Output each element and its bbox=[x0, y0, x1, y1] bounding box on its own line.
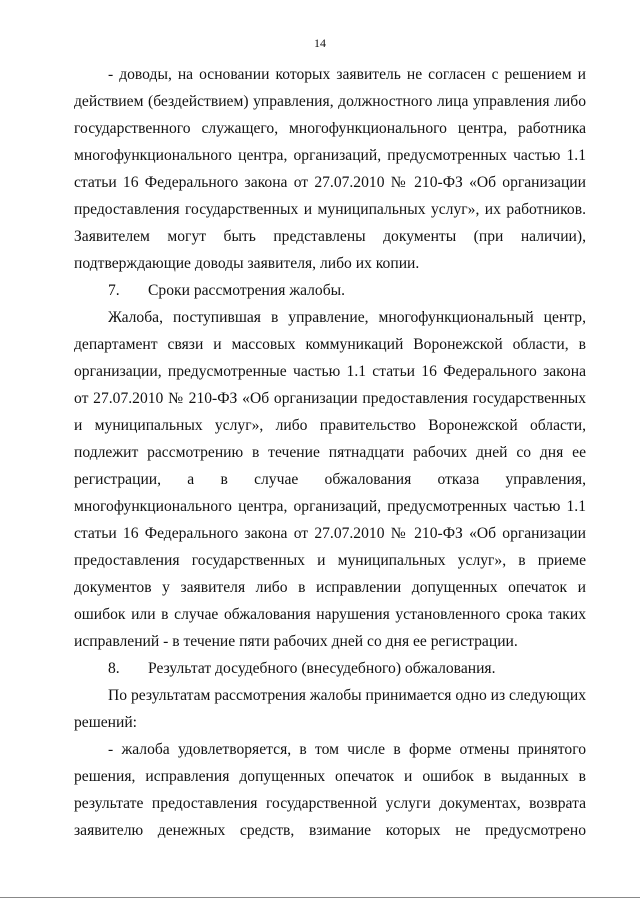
paragraph-review-terms: Жалоба, поступившая в управление, многофункциональный центр, департамент связи и массовых коммуникаций Воронежской области, в организации, предусмотренные частью 1.1 статьи 16 Федерального закона от 27.07.2010 № 210-ФЗ «Об организации предоставления государственных и муниципальных услуг», либо правительство Воронежской области, подлежит рассмотрению в течение пятнадцати рабочих дней со дня ее регистрации, а в случае обжалования отказа управления, многофункционального центра, организаций, предусмотренных частью 1.1 статьи 16 Федерального закона от 27.07.2010 № 210-ФЗ «Об организации предоставления государственных и муниципальных услуг», в приеме документов у заявителя либо в исправлении допущенных опечаток и ошибок или в случае обжалования нарушения установленного срока таких исправлений - в течение пяти рабочих дней со дня ее регистрации. bbox=[74, 309, 586, 650]
page-bottom-edge bbox=[0, 897, 640, 898]
section-heading-8 bbox=[74, 655, 586, 682]
document-body bbox=[74, 61, 586, 844]
section-number-8: 8. bbox=[108, 660, 120, 677]
section-number-7: 7. bbox=[108, 282, 120, 299]
section-title-8: Результат досудебного (внесудебного) обжалования. bbox=[148, 660, 496, 677]
paragraph-complaint-satisfied: - жалоба удовлетворяется, в том числе в форме отмены принятого решения, исправления допущенных опечаток и ошибок в выданных в результате предоставления государственной услуги документах, возврата заявителю денежных средств, взимание которых не предусмотрено bbox=[74, 741, 586, 839]
paragraph-arguments: - доводы, на основании которых заявитель не согласен с решением и действием (бездействием) управления, должностного лица управления либо государственного служащего, многофункционального центра, работника многофункционального центра, организаций, предусмотренных частью 1.1 статьи 16 Федерального закона от 27.07.2010 № 210-ФЗ «Об организации предоставления государственных и муниципальных услуг», их работников. Заявителем могут быть представлены документы (при наличии), подтверждающие доводы заявителя, либо их копии. bbox=[74, 66, 586, 272]
section-title-7: Сроки рассмотрения жалобы. bbox=[148, 282, 346, 299]
section-heading-7 bbox=[74, 277, 586, 304]
paragraph-decisions-intro: По результатам рассмотрения жалобы принимается одно из следующих решений: bbox=[74, 687, 586, 731]
page-number: 14 bbox=[314, 36, 326, 50]
